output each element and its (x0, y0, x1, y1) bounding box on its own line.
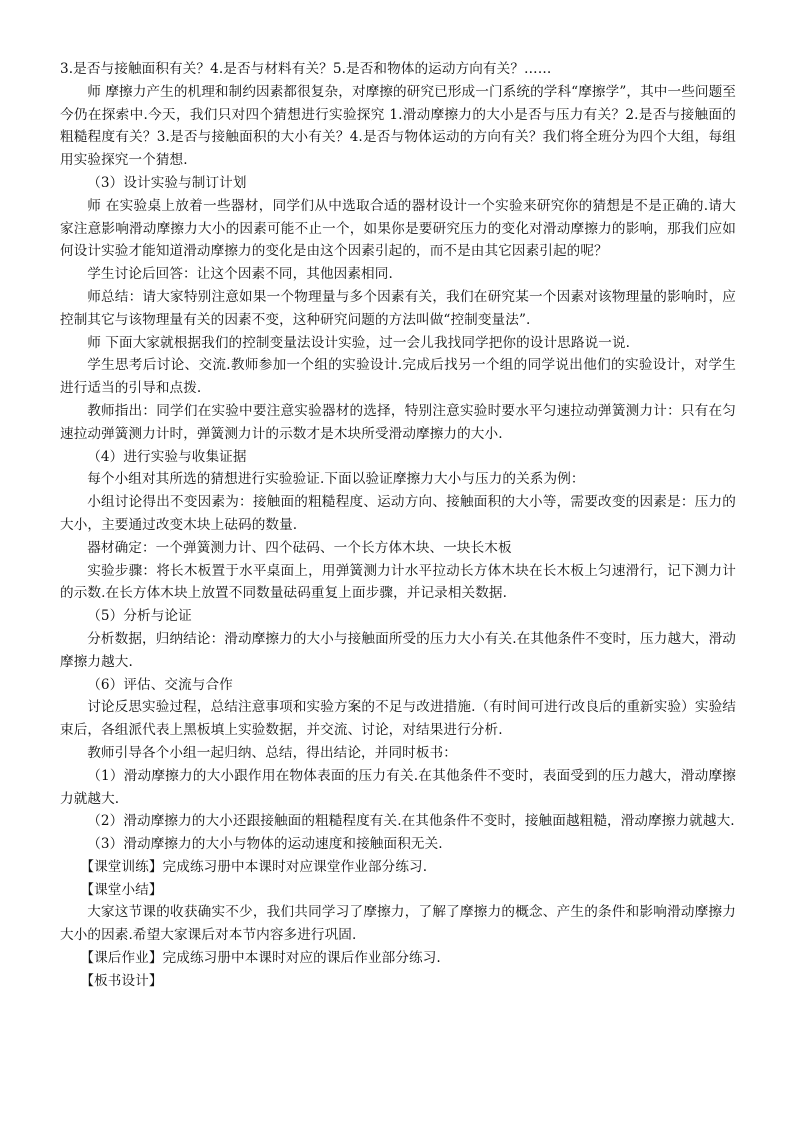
conclusion-item-1: （1）滑动摩擦力的大小跟作用在物体表面的压力有关.在其他条件不变时，表面受到的压力越大，滑动摩擦力就越大. (60, 767, 736, 807)
paragraph-equipment: 器材确定：一个弹簧测力计、四个砝码、一个长方体木块、一块长木板 (87, 539, 512, 556)
paragraph-guess-list: 3.是否与接触面积有关？4.是否与材料有关？5.是否和物体的运动方向有关？…… (60, 61, 552, 77)
homework: 【课后作业】完成练习册中本课时对应的课后作业部分练习. (80, 950, 441, 967)
paragraph-reflection: 讨论反思实验过程，总结注意事项和实验方案的不足与改进措施.（有时间可进行改良后的重新实验）实验结束后，各组派代表上黑板填上实验数据，并交流、讨论，对结果进行分析. (60, 699, 736, 739)
section-heading-analysis: （5）分析与论证 (87, 608, 192, 625)
conclusion-item-2: （2）滑动摩擦力的大小还跟接触面的粗糙程度有关.在其他条件不变时，接触面越粗糙，滑动摩擦力就越大. (87, 813, 735, 830)
paragraph-design-question: 师 在实验桌上放着一些器材，同学们从中选取合适的器材设计一个实验来研究你的猜想是不是正确的.请大家注意影响滑动摩擦力大小的因素可能不止一个，如果你是要研究压力的变化对滑动摩擦力的影响，那我们应如何设计实验才能知道滑动摩擦力的变化是由这个因素引起的，而不是由其它因素引起的呢？ (60, 197, 736, 260)
paragraph-student-answer: 学生讨论后回答：让这个因素不同，其他因素相同. (87, 266, 393, 283)
paragraph-summary-intro: 教师引导各个小组一起归纳、总结，得出结论，并同时板书： (87, 744, 457, 761)
paragraph-control-variable: 师总结：请大家特别注意如果一个物理量与多个因素有关，我们在研究某一个因素对该物理量的影响时，应控制其它与该物理量有关的因素不变，这种研究问题的方法叫做“控制变量法”. (60, 288, 736, 328)
paragraph-factors: 小组讨论得出不变因素为：接触面的粗糙程度、运动方向、接触面积的大小等，需要改变的因素是：压力的大小，主要通过改变木块上砝码的数量. (60, 494, 736, 533)
paragraph-verification: 每个小组对其所选的猜想进行实验验证.下面以验证摩擦力大小与压力的关系为例： (87, 471, 585, 488)
paragraph-teacher-note: 教师指出：同学们在实验中要注意实验器材的选择，特别注意实验时要水平匀速拉动弹簧测力计：只有在匀速拉动弹簧测力计时，弹簧测力计的示数才是木块所受滑动摩擦力的大小. (60, 402, 736, 442)
classroom-summary-text: 大家这节课的收获确实不少，我们共同学习了摩擦力，了解了摩擦力的概念、产生的条件和影响滑动摩擦力大小的因素.希望大家课后对本节内容多进行巩固. (60, 904, 736, 944)
section-heading-design: （3）设计实验与制订计划 (87, 174, 247, 191)
section-heading-experiment: （4）进行实验与收集证据 (87, 448, 247, 465)
conclusion-item-3: （3）滑动摩擦力的大小与物体的运动速度和接触面积无关. (87, 836, 443, 853)
document-page (60, 58, 736, 993)
classroom-training: 【课堂训练】完成练习册中本课时对应课堂作业部分练习. (80, 858, 428, 875)
paragraph-student-discussion: 学生思考后讨论、交流.教师参加一个组的实验设计.完成后找另一个组的同学说出他们的实验设计，对学生进行适当的引导和点拨. (60, 357, 736, 397)
paragraph-design-instruction: 师 下面大家就根据我们的控制变量法设计实验，过一会儿我找同学把你的设计思路说一说. (87, 334, 631, 351)
paragraph-teacher-intro: 师 摩擦力产生的机理和制约因素都很复杂，对摩擦的研究已形成一门系统的学科“摩擦学”，其中一些问题至今仍在探索中.今天，我们只对四个猜想进行实验探究 1.滑动摩擦力的大小是否与压力有关？2.是否与接触面的粗糙程度有关？3.是否与接触面积的大小有关？4.是否与物体运动的方向有关？我们将全班分为四个大组，每组用实验探究一个猜想. (60, 83, 736, 169)
blackboard-design-heading: 【板书设计】 (80, 972, 163, 989)
paragraph-conclusion: 分析数据，归纳结论：滑动摩擦力的大小与接触面所受的压力大小有关.在其他条件不变时，压力越大，滑动摩擦力越大. (60, 630, 736, 670)
classroom-summary-heading: 【课堂小结】 (80, 881, 163, 898)
paragraph-steps: 实验步骤：将长木板置于水平桌面上，用弹簧测力计水平拉动长方体木块在长木板上匀速滑行，记下测力计的示数.在长方体木块上放置不同数量砝码重复上面步骤，并记录相关数据. (60, 562, 736, 602)
section-heading-evaluation: （6）评估、交流与合作 (87, 676, 233, 693)
